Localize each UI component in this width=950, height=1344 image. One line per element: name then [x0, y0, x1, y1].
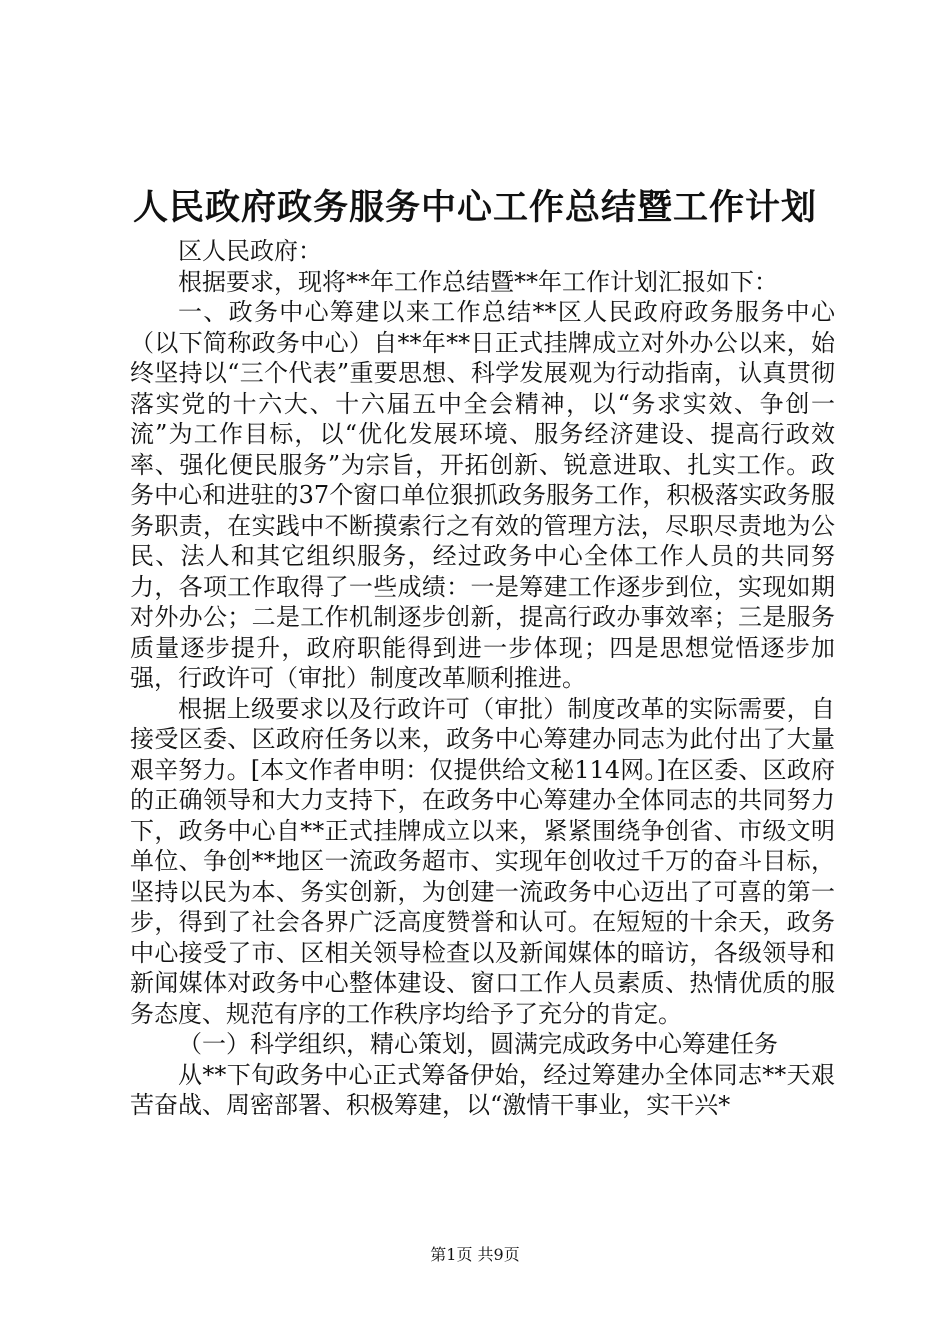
- body-paragraph: 一、政务中心筹建以来工作总结**区人民政府政务服务中心（以下简称政务中心）自**年**日正式挂牌成立对外办公以来，始终坚持以“三个代表”重要思想、科学发展观为行动指南，认真贯彻落实党的十六大、十六届五中全会精神，以“务求实效、争创一流”为工作目标，以“优化发展环境、服务经济建设、提高行政效率、强化便民服务”为宗旨，开拓创新、锐意进取、扎实工作。政务中心和进驻的37个窗口单位狠抓政务服务工作，积极落实政务服务职责，在实践中不断摸索行之有效的管理方法，尽职尽责地为公民、法人和其它组织服务，经过政务中心全体工作人员的共同努力，各项工作取得了一些成绩：一是筹建工作逐步到位，实现如期对外办公；二是工作机制逐步创新，提高行政办事效率；三是服务质量逐步提升，政府职能得到进一步体现；四是思想觉悟逐步加强，行政许可（审批）制度改革顺利推进。: [130, 298, 835, 692]
- intro-paragraph: 根据要求，现将**年工作总结暨**年工作计划汇报如下：: [178, 267, 778, 296]
- section-heading: （一）科学组织，精心策划，圆满完成政务中心筹建任务: [178, 1030, 778, 1058]
- document-body: [130, 236, 835, 1121]
- page-number: 第1页 共9页: [430, 1245, 520, 1264]
- document-title: 人民政府政务服务中心工作总结暨工作计划: [132, 187, 817, 228]
- salutation-paragraph: 区人民政府：: [178, 237, 322, 265]
- body-paragraph: 从**下旬政务中心正式筹备伊始，经过筹建办全体同志**天艰苦奋战、周密部署、积极筹建，以“激情干事业，实干兴*: [130, 1060, 835, 1119]
- body-paragraph: 根据上级要求以及行政许可（审批）制度改革的实际需要，自接受区委、区政府任务以来，政务中心筹建办同志为此付出了大量艰辛努力。[本文作者申明：仅提供给文秘114网。]在区委、区政府的正确领导和大力支持下，在政务中心筹建办全体同志的共同努力下，政务中心自**正式挂牌成立以来，紧紧围绕争创省、市级文明单位、争创**地区一流政务超市、实现年创收过千万的奋斗目标，坚持以民为本、务实创新，为创建一流政务中心迈出了可喜的第一步，得到了社会各界广泛高度赞誉和认可。在短短的十余天，政务中心接受了市、区相关领导检查以及新闻媒体的暗访，各级领导和新闻媒体对政务中心整体建设、窗口工作人员素质、热情优质的服务态度、规范有序的工作秩序均给予了充分的肯定。: [130, 694, 835, 1028]
